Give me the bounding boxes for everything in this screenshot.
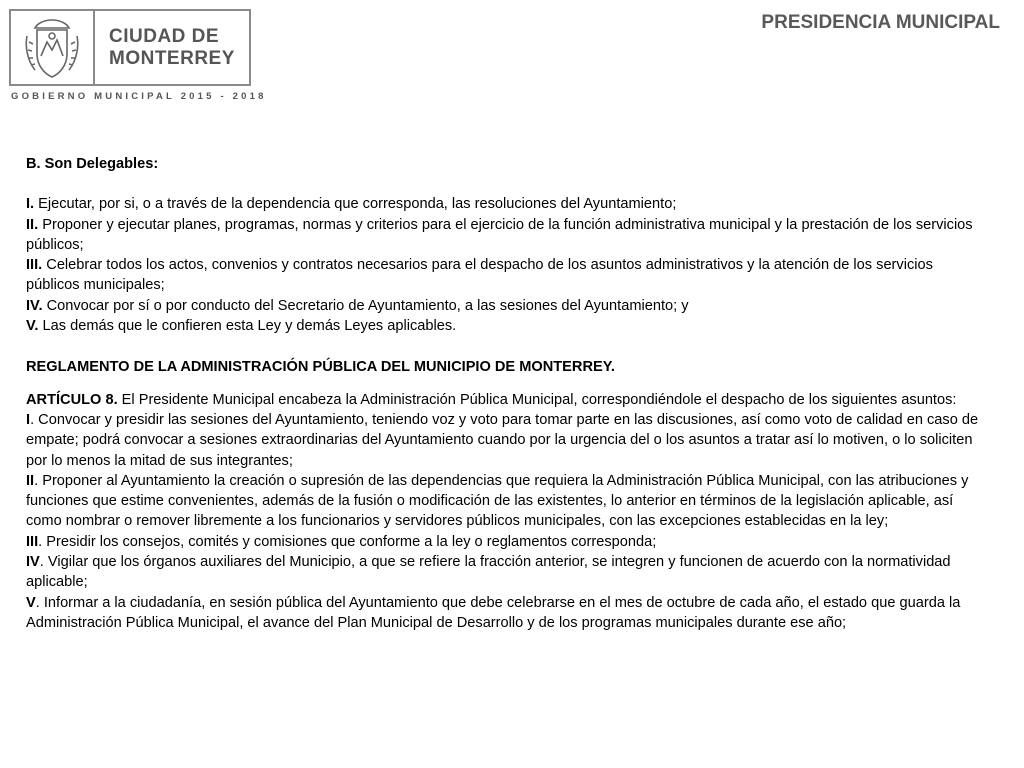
delegables-heading: B. Son Delegables: <box>26 156 159 172</box>
delegables-item: V. Las demás que le confieren esta Ley y demás Leyes aplicables. <box>26 318 457 335</box>
delegables-item: IV. Convocar por sí o por conducto del Secretario de Ayuntamiento, a las sesiones del Ayuntamiento; y <box>26 297 689 314</box>
article-item: III. Presidir los consejos, comités y comisiones que conforme a la ley o reglamentos corresponda; <box>26 533 657 550</box>
city-name-line1: CIUDAD DE <box>109 25 220 47</box>
delegables-item: II. Proponer y ejecutar planes, programas, normas y criterios para el ejercicio de la función administrativa municipal y la prestación de los servicios públicos; <box>26 216 973 253</box>
city-logo <box>9 9 251 86</box>
article-item: I. Convocar y presidir las sesiones del Ayuntamiento, teniendo voz y voto para tomar parte en las discusiones, así como voto de calidad en caso de empate; podrá convocar a sesiones extraordinarias del Ayuntamiento cuando por la urgencia del o los asuntos a tratar así lo motiven, o lo soliciten por lo menos la mitad de sus integrantes; <box>26 411 979 469</box>
delegables-item: I. Ejecutar, por si, o a través de la dependencia que corresponda, las resoluciones del Ayuntamiento; <box>26 196 677 213</box>
article-intro: ARTÍCULO 8. El Presidente Municipal encabeza la Administración Pública Municipal, correspondiéndole el despacho de los siguientes asuntos: <box>26 391 957 408</box>
article-item: II. Proponer al Ayuntamiento la creación o supresión de las dependencias que requiera la Administración Pública Municipal, con las atribuciones y funciones que estime convenientes, además de la fusión o modificación de las existentes, lo anterior en términos de la legislación aplicable, así como nombrar o remover libremente a los funcionarios y servidores públicos municipales, con las excepciones establecidas en la ley; <box>26 472 969 530</box>
page-title: PRESIDENCIA MUNICIPAL <box>761 12 1000 33</box>
document-body <box>26 154 986 633</box>
reglamento-heading: REGLAMENTO DE LA ADMINISTRACIÓN PÚBLICA DEL MUNICIPIO DE MONTERREY. <box>26 359 615 376</box>
city-name <box>95 11 249 84</box>
article-item: V. Informar a la ciudadanía, en sesión pública del Ayuntamiento que debe celebrarse en el mes de octubre de cada año, el estado que guarda la Administración Pública Municipal, el avance del Plan Municipal de Desarrollo y de los programas municipales durante ese año; <box>26 594 961 631</box>
city-name-line2: MONTERREY <box>109 47 235 69</box>
government-period: GOBIERNO MUNICIPAL 2015 - 2018 <box>11 91 267 102</box>
delegables-item: III. Celebrar todos los actos, convenios y contratos necesarios para el despacho de los asuntos administrativos y la atención de los servicios públicos municipales; <box>26 257 933 294</box>
coat-of-arms-icon <box>11 11 95 84</box>
article-item: IV. Vigilar que los órganos auxiliares del Municipio, a que se refiere la fracción anterior, se integren y funcionen de acuerdo con la normatividad aplicable; <box>26 554 951 591</box>
